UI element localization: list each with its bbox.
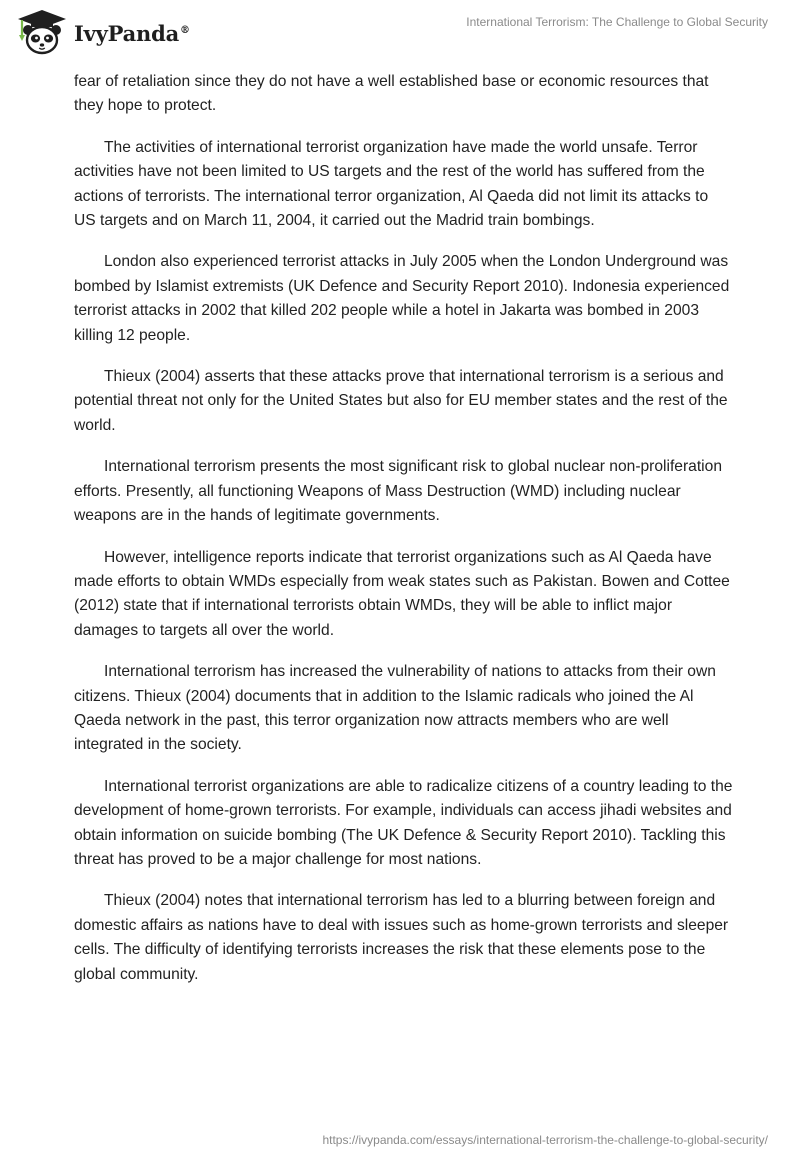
logo[interactable] — [14, 8, 190, 56]
page-header — [0, 0, 800, 62]
essay-body — [74, 70, 734, 1004]
paragraph-5: International terrorism presents the most significant risk to global nuclear non-proliferation efforts. Presently, all functioning Weapons of Mass Destruction (WMD) including nuclear weapons are in the hands of legitimate governments. — [74, 458, 722, 525]
paragraph-1: fear of retaliation since they do not have a well established base or economic resources that they hope to protect. — [74, 73, 709, 115]
paragraph-9: Thieux (2004) notes that international terrorism has led to a blurring between foreign and domestic affairs as nations have to deal with issues such as home-grown terrorists and sleeper cells. The difficulty of identifying terrorists increases the risk that these elements pose to the global community. — [74, 892, 729, 983]
source-url-link[interactable]: https://ivypanda.com/essays/international-terrorism-the-challenge-to-global-security/ — [322, 1133, 768, 1147]
paragraph-8: International terrorist organizations are able to radicalize citizens of a country leading to the development of home-grown terrorists. For example, individuals can access jihadi websites and obtain information on suicide bombing (The UK Defence & Security Report 2010). Tackling this threat has proved to be a major challenge for most nations. — [74, 777, 733, 868]
panda-graduate-logo-icon — [14, 8, 70, 56]
paragraph-6: However, intelligence reports indicate that terrorist organizations such as Al Qaeda have made efforts to obtain WMDs especially from weak states such as Pakistan. Bowen and Cottee (2012) state that if international terrorists obtain WMDs, they will be able to inflict major damages to targets all over the world. — [74, 548, 730, 639]
paragraph-2: The activities of international terrorist organization have made the world unsafe. Terror activities have not been limited to US targets and the rest of the world has suffered from the actions of terrorists. The international terror organization, Al Qaeda did not limit its attacks to US targets and on March 11, 2004, it carried out the Madrid train bombings. — [74, 138, 709, 230]
document-title: International Terrorism: The Challenge to Global Security — [466, 15, 768, 29]
logo-wordmark: IvyPanda® — [74, 20, 190, 46]
paragraph-3: London also experienced terrorist attacks in July 2005 when the London Underground was bombed by Islamist extremists (UK Defence and Security Report 2010). Indonesia experienced terrorist attacks in 2002 that killed 202 people while a hotel in Jakarta was bombed in 2003 killing 12 people. — [74, 253, 730, 344]
paragraph-7: International terrorism has increased the vulnerability of nations to attacks from their own citizens. Thieux (2004) documents that in addition to the Islamic radicals who joined the Al Qaeda network in the past, this terror organization now attracts members who are well integrated in the society. — [74, 663, 716, 754]
paragraph-4: Thieux (2004) asserts that these attacks prove that international terrorism is a serious and potential threat not only for the United States but also for EU member states and the rest of the world. — [74, 368, 728, 434]
